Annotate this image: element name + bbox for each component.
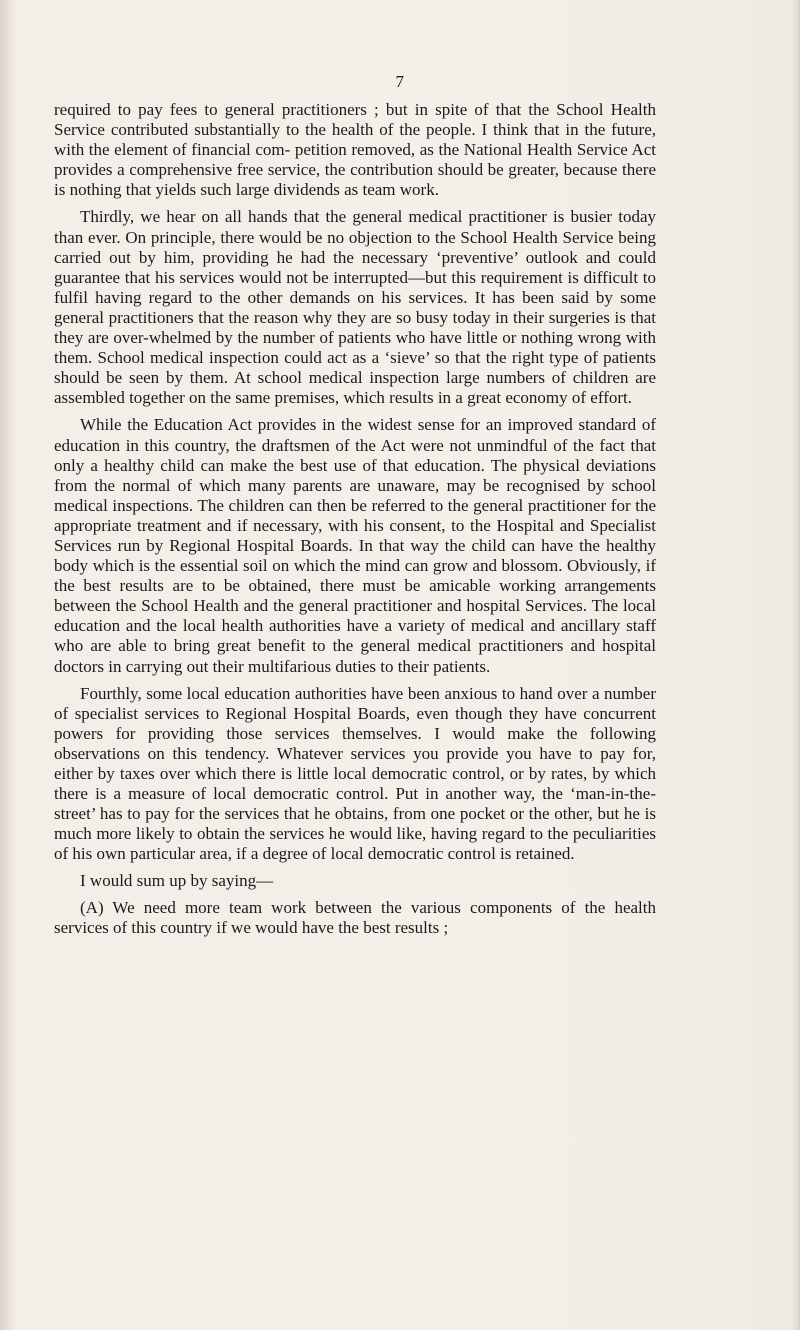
body-text: [54, 100, 656, 945]
paragraph-continuation: required to pay fees to general practitioners ; but in spite of that the School Health Service contributed substantially to the health of the people. I think that in the future, with the element of financial com- petition removed, as the National Health Service Act provides a comprehensive free service, the contribution should be greater, because there is nothing that yields such large dividends as team work.: [54, 100, 656, 200]
page-number: 7: [395, 72, 405, 91]
paragraph-fourthly: Fourthly, some local education authorities have been anxious to hand over a number of specialist services to Regional Hospital Boards, even though they have concurrent powers for providing those services themselves. I would make the following observations on this tendency. Whatever services you provide you have to pay for, either by taxes over which there is little local democratic control, or by rates, by which there is a measure of local democratic control. Put in another way, the ‘man-in-the-street’ has to pay for the services that he obtains, from one pocket or the other, but he is much more likely to obtain the services he would like, having regard to the peculiarities of his own particular area, if a degree of local democratic control is retained.: [54, 683, 656, 864]
page-edge: [790, 0, 800, 1330]
paragraph-point-a: (A) We need more team work between the various components of the health services of this country if we would have the best results ;: [54, 897, 656, 937]
paragraph-sum-up: I would sum up by saying—: [80, 871, 274, 891]
paragraph-education-act: While the Education Act provides in the widest sense for an improved standard of education in this country, the draftsmen of the Act were not unmindful of the fact that only a healthy child can make the best use of that education. The physical deviations from the normal of which many parents are unaware, may be recognised by school medical inspections. The children can then be referred to the general practitioner for the appropriate treatment and if necessary, with his consent, to the Hospital and Specialist Services run by Regional Hospital Boards. In that way the child can have the healthy body which is the essential soil on which the mind can grow and blossom. Obviously, if the best results are to be obtained, there must be amicable working arrangements between the School Health and the general practitioner and hospital Services. The local education and the local health authorities have a variety of medical and ancillary staff who are able to bring great benefit to the general medical practitioners and hospital doctors in carrying out their multifarious duties to their patients.: [54, 415, 656, 676]
spine-shadow: [0, 0, 14, 1330]
paragraph-thirdly: Thirdly, we hear on all hands that the general medical practitioner is busier today than ever. On principle, there would be no objection to the School Health Service being carried out by him, providing he had the necessary ‘preventive’ outlook and could guarantee that his services would not be interrupted—but this requirement is difficult to fulfil having regard to the other demands on his services. It has been said by some general practitioners that the reason why they are so busy today in their surgeries is that they are over-whelmed by the number of patients who have little or nothing wrong with them. School medical inspection could act as a ‘sieve’ so that the right type of patients should be seen by them. At school medical inspection large numbers of children are assembled together on the same premises, which results in a great economy of effort.: [54, 207, 656, 408]
